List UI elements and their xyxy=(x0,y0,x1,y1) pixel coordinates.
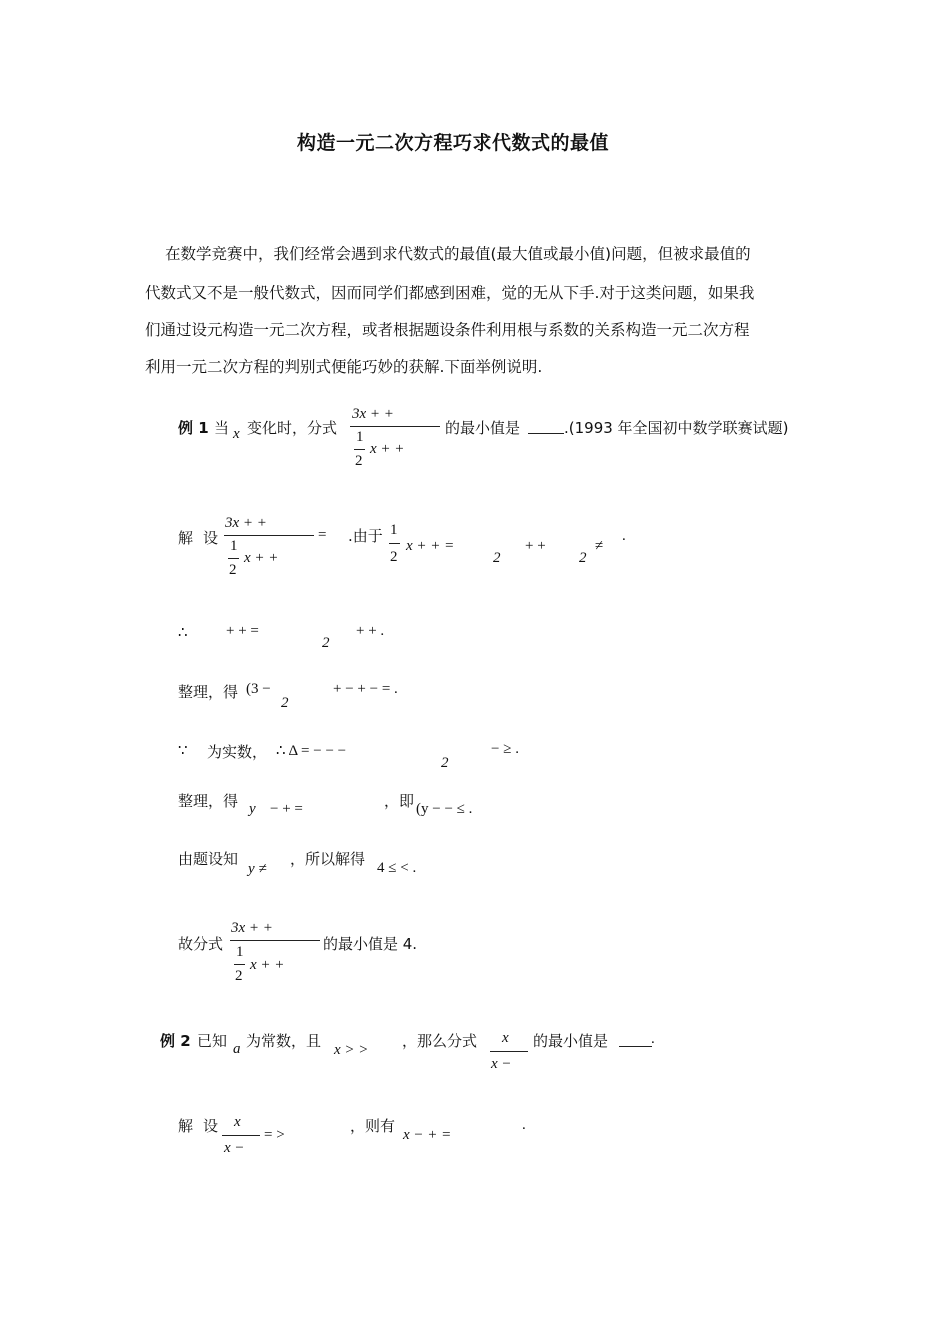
arrange-text: 整理，得 xyxy=(178,792,239,810)
answer-blank xyxy=(619,1046,652,1047)
page-title: 构造一元二次方程巧求代数式的最值 xyxy=(297,132,610,154)
fraction-numerator: 3x + + xyxy=(225,515,267,531)
then-have-text: ，则有 xyxy=(350,1117,396,1135)
fraction-numerator: 3x + + xyxy=(352,406,394,422)
expression: (y − − ≤ . xyxy=(416,801,473,817)
var-a: a xyxy=(233,1041,241,1057)
expression: + + = xyxy=(226,623,259,639)
fraction-half-one: 1 xyxy=(236,944,244,960)
period: . xyxy=(522,1117,526,1133)
fraction-half-one: 1 xyxy=(230,538,238,554)
example-1-label: 例 1 xyxy=(178,419,209,437)
equals-sign: = xyxy=(318,527,327,543)
fraction-denominator: x − xyxy=(224,1140,245,1156)
half-two: 2 xyxy=(390,549,398,565)
solve-text: ，所以解得 xyxy=(290,850,366,868)
period: . xyxy=(651,1031,655,1047)
expression: + − + − = . xyxy=(333,681,398,697)
solution-1-set: 设 xyxy=(203,529,219,547)
half-bar xyxy=(354,449,365,450)
half-bar xyxy=(228,558,239,559)
expression: (3 − xyxy=(246,681,271,697)
from-condition-text: 由题设知 xyxy=(178,850,239,868)
example-2-known: 已知 xyxy=(197,1032,228,1050)
example-2-constant: 为常数，且 xyxy=(246,1032,322,1050)
example-2-min: 的最小值是 xyxy=(533,1032,609,1050)
half-two: 2 xyxy=(579,550,587,566)
example-1-text-varies: 变化时，分式 xyxy=(247,419,338,437)
intro-line-1: 在数学竞赛中，我们经常会遇到求代数式的最值(最大值或最小值)问题，但被求最值的 xyxy=(165,245,751,263)
example-1-var-x: x xyxy=(233,426,240,442)
fraction-half-two: 2 xyxy=(229,562,237,578)
that-is-text: ，即 xyxy=(384,792,415,810)
half-bar xyxy=(389,543,400,544)
solution-2-set: 设 xyxy=(203,1117,219,1135)
fraction-denominator: x + + xyxy=(244,550,279,566)
expression: + + xyxy=(525,538,546,554)
example-1-source: .(1993 年全国初中数学联赛试题) xyxy=(564,419,789,437)
expression: y ≠ xyxy=(248,861,267,877)
discriminant-expression: ∴ Δ = − − − xyxy=(276,743,347,759)
fraction-half-two: 2 xyxy=(355,453,363,469)
fraction-denominator: x − xyxy=(491,1056,512,1072)
intro-line-2: 代数式又不是一般代数式，因而同学们都感到困难，觉的无从下手.对于这类问题，如果我 xyxy=(145,284,755,302)
intro-line-4: 利用一元二次方程的判别式便能巧妙的获解.下面举例说明. xyxy=(145,358,543,376)
expression: − ≥ . xyxy=(491,741,519,757)
because-symbol: ∵ xyxy=(178,743,188,759)
fraction-bar xyxy=(222,1135,260,1136)
half-two: 2 xyxy=(281,695,289,711)
expression: 4 ≤ < . xyxy=(377,860,417,876)
half-bar xyxy=(234,964,245,965)
period: . xyxy=(622,528,626,544)
therefore-symbol: ∴ xyxy=(178,625,188,641)
half-two: 2 xyxy=(441,755,449,771)
example-2-then: ，那么分式 xyxy=(402,1032,478,1050)
fraction-bar xyxy=(350,426,440,427)
fraction-bar xyxy=(490,1051,528,1052)
half-two: 2 xyxy=(322,635,330,651)
fraction-numerator: 3x + + xyxy=(231,920,273,936)
example-1-text-min: 的最小值是 xyxy=(445,419,521,437)
half-two: 2 xyxy=(493,550,501,566)
not-equal-sign: ≠ xyxy=(595,538,604,554)
fraction-numerator: x xyxy=(234,1114,241,1130)
expression: = > xyxy=(264,1127,285,1143)
fraction-half-two: 2 xyxy=(235,968,243,984)
arrange-text: 整理，得 xyxy=(178,683,239,701)
example-1-text-when: 当 xyxy=(214,419,230,437)
answer-blank xyxy=(528,433,564,434)
condition-expression: x > > xyxy=(334,1042,369,1058)
fraction-denominator: x + + xyxy=(250,957,285,973)
var-y: y xyxy=(249,801,256,817)
fraction-bar xyxy=(230,940,320,941)
fraction-denominator: x + + xyxy=(370,441,405,457)
conclusion-result: 的最小值是 4. xyxy=(323,935,418,953)
intro-line-3: 们通过设元构造一元二次方程，或者根据题设条件利用根与系数的关系构造一元二次方程 xyxy=(145,321,750,339)
real-number-text: 为实数， xyxy=(207,743,268,761)
fraction-bar xyxy=(224,535,314,536)
solution-2-label: 解 xyxy=(178,1117,194,1135)
half-one: 1 xyxy=(390,522,398,538)
expression: + + . xyxy=(356,623,385,639)
conclusion-text: 故分式 xyxy=(178,935,224,953)
solution-1-label: 解 xyxy=(178,529,194,547)
solution-1-since: .由于 xyxy=(348,527,383,545)
example-2-label: 例 2 xyxy=(160,1032,191,1050)
fraction-numerator: x xyxy=(502,1030,509,1046)
expression: x + + = xyxy=(406,538,455,554)
expression: x − + = xyxy=(403,1127,452,1143)
fraction-half-one: 1 xyxy=(356,429,364,445)
expression: − + = xyxy=(270,801,303,817)
